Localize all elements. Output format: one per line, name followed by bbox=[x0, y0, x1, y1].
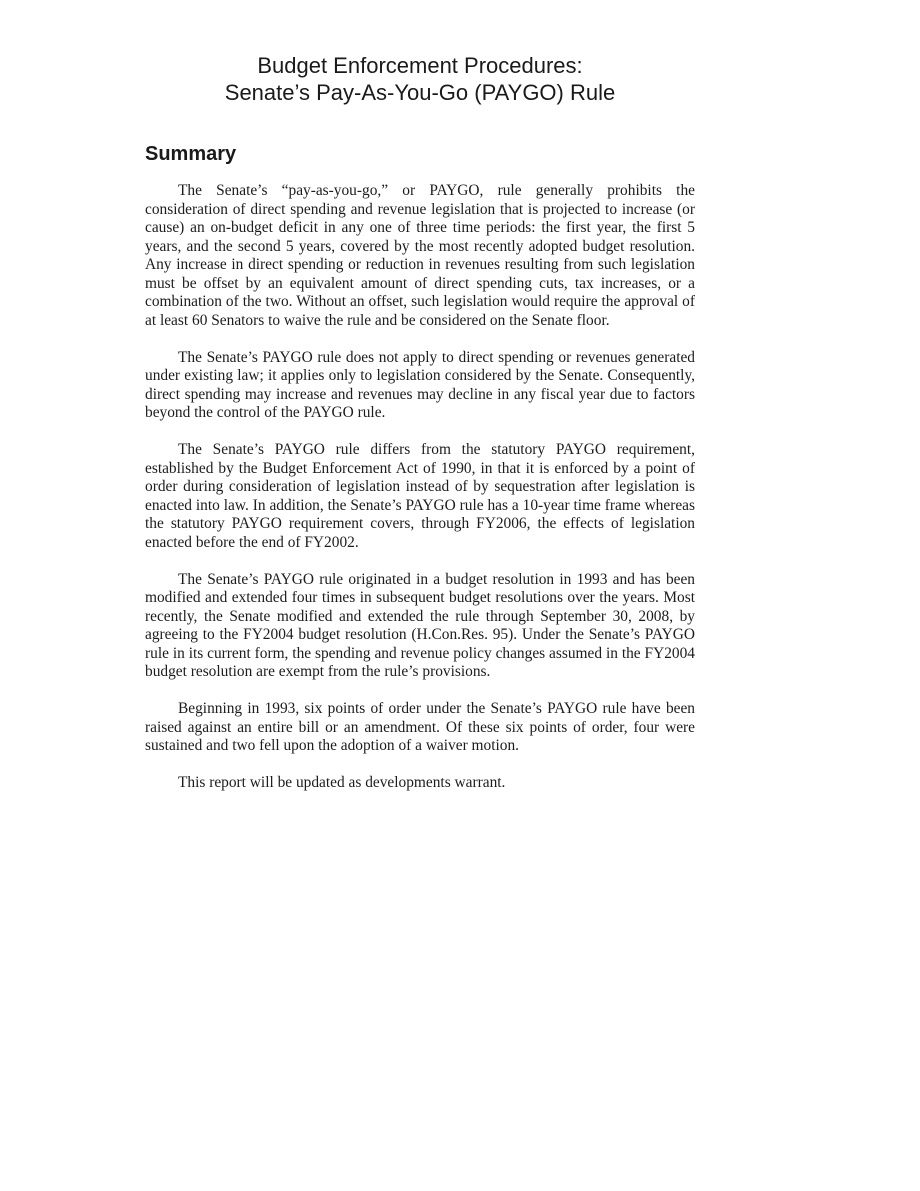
summary-paragraph-1: The Senate’s “pay-as-you-go,” or PAYGO, rule generally prohibits the consideration of direct spending and revenue legislation that is projected to increase (or cause) an on-budget deficit in any one of three time periods: the first year, the first 5 years, and the second 5 years, covered by the most recently adopted budget resolution. Any increase in direct spending or reduction in revenues resulting from such legislation must be offset by an equivalent amount of direct spending cuts, tax increases, or a combination of the two. Without an offset, such legislation would require the approval of at least 60 Senators to waive the rule and be considered on the Senate floor. bbox=[145, 182, 695, 329]
summary-paragraph-5: Beginning in 1993, six points of order under the Senate’s PAYGO rule have been raised against an entire bill or an amendment. Of these six points of order, four were sustained and two fell upon the adoption of a waiver motion. bbox=[145, 700, 695, 754]
summary-paragraph-6: This report will be updated as developments warrant. bbox=[178, 774, 506, 791]
summary-paragraph-4: The Senate’s PAYGO rule originated in a budget resolution in 1993 and has been modified and extended four times in subsequent budget resolutions over the years. Most recently, the Senate modified and extended the rule through September 30, 2008, by agreeing to the FY2004 budget resolution (H.Con.Res. 95). Under the Senate’s PAYGO rule in its current form, the spending and revenue policy changes assumed in the FY2004 budget resolution are exempt from the rule’s provisions. bbox=[145, 570, 695, 680]
document-title bbox=[0, 52, 840, 106]
summary-paragraph-3: The Senate’s PAYGO rule differs from the statutory PAYGO requirement, established by the Budget Enforcement Act of 1990, in that it is enforced by a point of order during consideration of legislation instead of by sequestration after legislation is enacted into law. In addition, the Senate’s PAYGO rule has a 10-year time frame whereas the statutory PAYGO requirement covers, through FY2006, the effects of legislation enacted before the end of FY2002. bbox=[145, 441, 695, 551]
summary-paragraph-2: The Senate’s PAYGO rule does not apply to direct spending or revenues generated under existing law; it applies only to legislation considered by the Senate. Consequently, direct spending may increase and revenues may decline in any fiscal year due to factors beyond the control of the PAYGO rule. bbox=[145, 348, 695, 421]
title-line-2: Senate’s Pay-As-You-Go (PAYGO) Rule bbox=[224, 80, 616, 105]
summary-heading: Summary bbox=[145, 143, 237, 165]
summary-body bbox=[145, 182, 695, 811]
title-line-1: Budget Enforcement Procedures: bbox=[257, 53, 583, 78]
